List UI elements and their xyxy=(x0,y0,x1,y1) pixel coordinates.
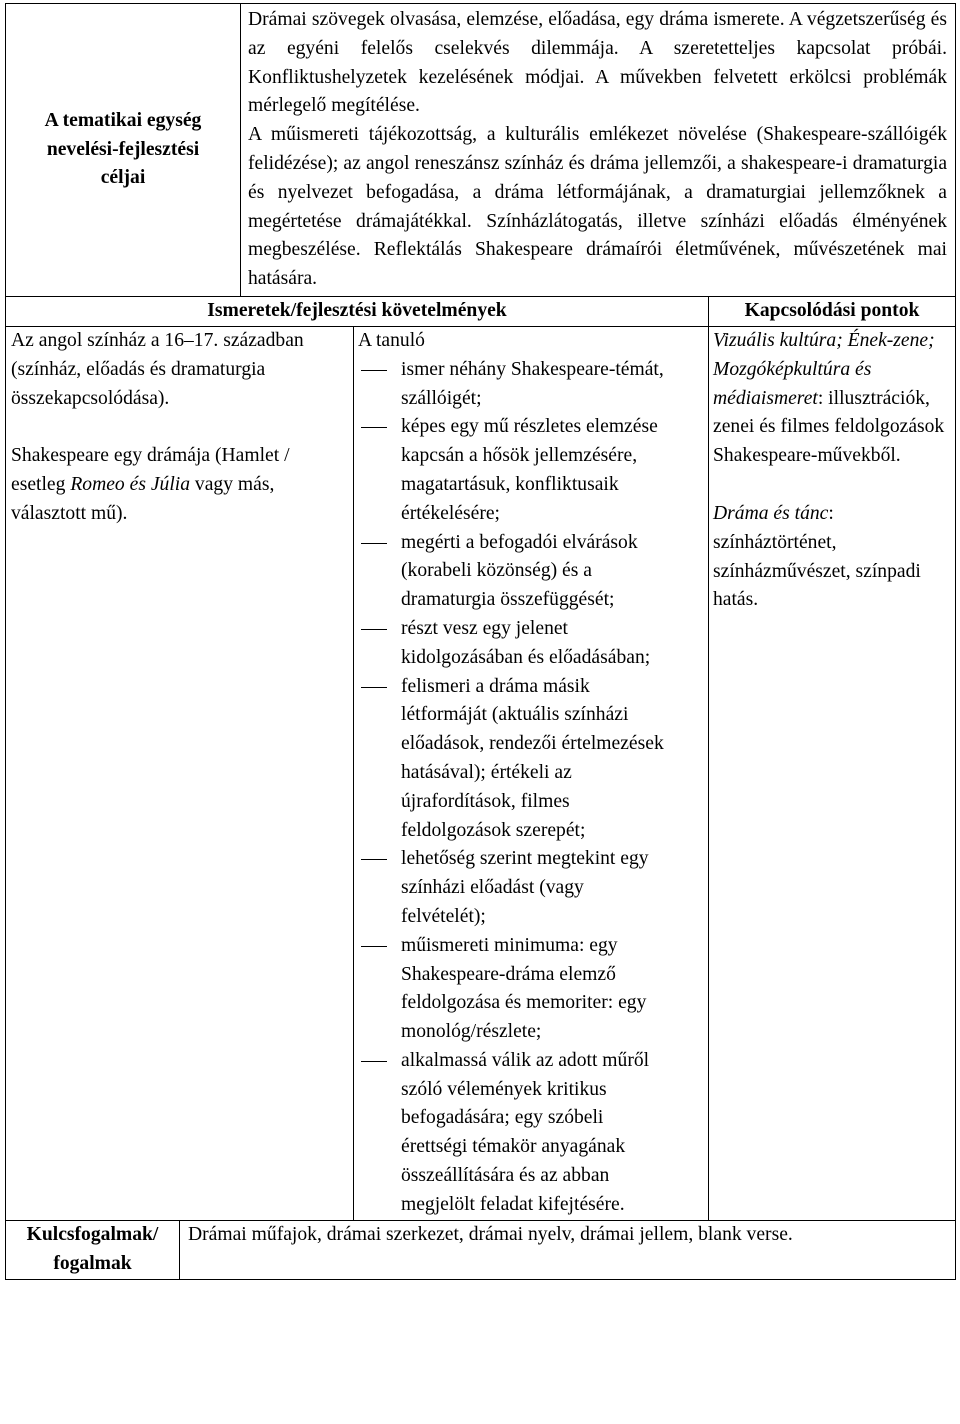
knowledge-p2-title: Romeo és Júlia xyxy=(70,474,191,496)
list-item xyxy=(358,615,668,673)
connections-paragraph-2 xyxy=(713,500,951,615)
dash-bullet xyxy=(361,1061,387,1062)
connections-header: Kapcsolódási pontok xyxy=(709,296,956,326)
list-item-text: alkalmassá válik az adott műről szóló vélemények kritikus befogadására; egy szóbeli érettségi témakör anyagának összeállítására és az abban megjelölt feladat kifejtésére. xyxy=(401,1049,650,1215)
knowledge-paragraph-2 xyxy=(11,442,339,528)
list-item-text: műismereti minimuma: egy Shakespeare-dráma elemző feldolgozása és memoriter: egy monológ/részlete; xyxy=(401,934,647,1043)
keywords-row xyxy=(6,1220,956,1279)
goals-row xyxy=(6,4,956,297)
list-item-text: megérti a befogadói elvárások (korabeli közönség) és a dramaturgia összefüggését; xyxy=(401,531,638,611)
list-item xyxy=(358,356,668,414)
list-item-text: részt vesz egy jelenet kidolgozásában és előadásában; xyxy=(401,617,651,668)
list-item-text: lehetőség szerint megtekint egy színházi előadást (vagy felvételét); xyxy=(401,848,649,927)
knowledge-paragraph-1: Az angol színház a 16–17. században (színház, előadás és dramaturgia összekapcsolódása). xyxy=(11,329,304,409)
knowledge-cell xyxy=(6,326,354,1220)
connections-text-2: : színháztörténet, színházművészet, színpadi hatás. xyxy=(713,502,921,611)
dash-bullet xyxy=(361,427,387,428)
dash-bullet xyxy=(361,543,387,544)
curriculum-page xyxy=(5,3,955,1421)
list-item xyxy=(358,413,668,528)
requirements-header: Ismeretek/fejlesztési követelmények xyxy=(6,296,709,326)
goals-label-line-1: A tematikai egység xyxy=(44,109,202,131)
goals-paragraph-2: A műismereti tájékozottság, a kulturális emlékezet növelése (Shakespeare-szállóigék felidézése); az angol reneszánsz színház és dráma jellemzői, a shakespeare-i dramaturgia és nyelvezet befogadása, a dráma létformájának, a dramaturgiai jellemzőknek a megértetése drámajátékkal. Színházlátogatás, illetve színházi előadás élményének megbeszélése. Reflektálás Shakespeare drámaírói életművének, művészetének mai hatására. xyxy=(248,124,948,290)
keywords-label xyxy=(6,1220,180,1279)
dash-bullet xyxy=(361,370,387,371)
requirements-intro: A tanuló xyxy=(358,329,425,351)
keywords-label-line-1: Kulcsfogalmak/ xyxy=(26,1223,159,1245)
content-row xyxy=(6,326,956,1220)
connections-text-1: : illusztrációk, zenei és filmes feldolgozások Shakespeare-művekből. xyxy=(713,387,945,467)
connections-cell xyxy=(709,326,956,1220)
list-item-text: ismer néhány Shakespeare-témát, szállóigét; xyxy=(401,358,664,409)
connections-paragraph-1 xyxy=(713,327,951,471)
dash-bullet xyxy=(361,859,387,860)
keywords-label-line-2: fogalmak xyxy=(53,1252,132,1274)
knowledge-p2-start: Shakespeare egy drámája (Hamlet / esetleg xyxy=(11,445,290,496)
dash-bullet xyxy=(361,687,387,688)
connections-subjects-2: Dráma és tánc xyxy=(713,502,829,524)
list-item xyxy=(358,1047,668,1220)
knowledge-p2-end: vagy más, választott mű). xyxy=(11,474,275,524)
requirements-list xyxy=(358,356,668,1220)
list-item xyxy=(358,673,668,846)
dash-bullet xyxy=(361,946,387,947)
header-row xyxy=(6,296,956,326)
list-item xyxy=(358,529,668,615)
goals-paragraph-1: Drámai szövegek olvasása, elemzése, előadása, egy dráma ismerete. A végzetszerűség és az egyéni felelős cselekvés dilemmája. A szeretetteljes kapcsolat próbái. Konfliktushelyzetek kezelésének módjai. A művekben felvetett erkölcsi problémák mérlegelő megítélése. xyxy=(248,9,948,117)
requirements-cell xyxy=(354,326,709,1220)
curriculum-table xyxy=(5,3,956,1280)
keywords-text: Drámai műfajok, drámai szerkezet, drámai nyelv, drámai jellem, blank verse. xyxy=(180,1220,956,1279)
goals-label-line-2: nevelési-fejlesztési xyxy=(46,138,200,160)
list-item xyxy=(358,845,668,931)
dash-bullet xyxy=(361,629,387,630)
goals-label xyxy=(6,4,241,297)
list-item-text: felismeri a dráma másik létformáját (aktuális színházi előadások, rendezői értelmezések hatásával); értékeli az újrafordítások, filmes feldolgozások szerepét; xyxy=(401,675,664,841)
goals-text xyxy=(241,4,956,297)
list-item-text: képes egy mű részletes elemzése kapcsán a hősök jellemzésére, magatartásuk, konfliktusaik értékelésére; xyxy=(401,416,658,524)
goals-label-line-3: céljai xyxy=(100,167,146,189)
connections-subjects-1: Vizuális kultúra; Ének-zene; Mozgóképkultúra és médiaismeret xyxy=(713,329,935,409)
list-item xyxy=(358,932,668,1047)
